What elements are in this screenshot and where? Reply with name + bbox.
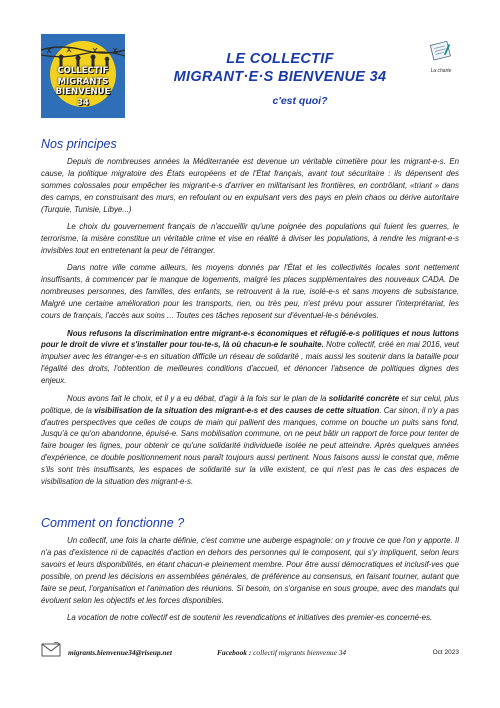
paragraph-text: Notre collectif, créé en mai 2016, veut impulser avec les étranger-e-s en situation difficile un réseau de solidarité , mais aussi les soutenir dans la bataille pour l'égalité des droits, l'obtention de meilleures conditions d'accueil, et dénoncer l'absence de politiques dignes des enjeux. [41,340,459,386]
logo-text-line: 34 [77,97,89,108]
paragraph-text: et sur celui, plus politique, de la [41,393,459,415]
facebook-reference [217,648,346,657]
title-line-1: LE COLLECTIF [226,51,334,67]
charte-label: La charte [430,68,452,74]
paragraph-text: Nous avons fait le choix, et il y a eu débat, d'agir à la fois sur le plan de la [67,393,329,403]
page-footer [41,641,459,661]
paragraph: Dans notre ville comme ailleurs, les moyens donnés par l'État et les collectivités locales sont nettement insuffisants, à commencer par le manque de logements, malgré les places supplémentaires des nouveaux CADA. De nombreuses personnes, des familles, des enfants, se retrouvent à la rue, isolé-e-s et sans moyens de subsistance. Malgré une certaine amélioration pour les transports, rien, ou très peu, n'est prévu pour assurer l'interprétariat, les cours de français, l'accès aux soins ... Toutes ces tâches reposent sur d'éventuel-le-s bénévoles. [41,263,459,321]
document-date: Oct 2023 [432,649,459,656]
document-title [150,50,410,107]
paragraph: La vocation de notre collectif est de soutenir les revendications et initiatives des premier-es concerné-es. [67,613,433,623]
paragraph-text: . Car sinon, il n'y a pas d'autres perspectives que celles de coups de main qui pallient des manques, comme on bouche un puits sans fond. Jusqu'à ce qu'on abandonne, épuisé-e. Sans mobilisation commune, on ne peut bâtir un rapport de force pour tenter de faire bouger les lignes, pour obtenir ce qu'une solidarité individuelle isolée ne peut atteindre. Après quelques années d'expérience, ce double positionnement nous paraît toujours aussi pertinent. Nous faisons aussi le constat que, même s'ils sont très insuffisants, les espaces de solidarité sur la ville existent, ce qui n'est pas le cas des espaces de visibilisation de la situation des migrant-e-s. [41,405,459,487]
charter-document-icon [428,49,454,66]
document-subtitle: c'est quoi? [272,95,328,107]
collectif-logo [41,34,125,118]
paragraph [41,328,459,388]
logo-text-line: MIGRANTS [57,76,109,87]
section-title-principes: Nos principes [41,137,117,151]
facebook-page-name: collectif migrants bienvenue 34 [251,648,347,657]
logo-text-line: COLLECTIF [57,66,109,76]
paragraph: Un collectif, une fois la charte définie, c'est comme une auberge espagnole: on y trouve ce que l'on y apporte. Il n'a pas d'existence ni de capacités d'action en dehors des personnes qui le composent, qui s'y impliquent, selon leurs savoirs et leurs disponibilités, en étant chacun-e pleinement membre. Pour être aussi démocratiques et inclusif-ves que possible, on prend les décisions en assemblées générales, de préférence au consensus, en faisant tourner, autant que faire se peut, l'organisation et l'animation des réunions. Si besoin, on s'organise en sous groupe, avec des mandats qui évoluent selon les objectifs et les forces disponibles. [41,536,459,605]
bold-statement: Nous refusons la discrimination entre migrant-e-s économiques et réfugié-e-s politiques et nous luttons pour le droit de vivre et s'installer pour tou-te-s, là où chacun-e le souhaite. [41,328,459,350]
section-body-fonctionnement [41,535,459,630]
paragraph [41,393,459,488]
paragraph: Le choix du gouvernement français de n'accueillir qu'une poignée des populations qui fuient les guerres, le terrorisme, la misère constitue un véritable crime et vise en réalité à diviser les populations, à rendre les migrant-e-s invisibles tout en entretenant la peur de l'étranger. [41,222,459,255]
logo-text-line: BIENVENUE [55,87,111,97]
paragraph: Depuis de nombreuses années la Méditerranée est devenue un véritable cimetière pour les migrant-e-s. En cause, la politique migratoire des États européens et de l'État français, avant tout sécuritaire : ils dépensent des sommes colossales pour empêcher les migrant-e-s d'arriver en militarisant les frontières, en contrôlant, «triant » dans des camps, en construisant des murs, en refoulant ou en expulsant vers des pays en plein chaos ou dérive autoritaire (Turquie, Tunisie, Libye...) [41,157,459,214]
contact-email[interactable]: migrants.bienvenue34@riseup.net [68,648,172,657]
charte-badge [424,40,458,74]
section-title-fonctionnement: Comment on fonctionne ? [41,516,185,530]
facebook-label: Facebook : [217,648,252,657]
envelope-icon [41,642,61,659]
section-body-principes [41,156,459,494]
title-line-2: MIGRANT·E·S BIENVENUE 34 [173,69,387,85]
bold-phrase: visibilisation de la situation des migrant-e-s et des causes de cette situation [94,405,380,415]
bold-phrase: solidarité concrète [328,393,400,403]
